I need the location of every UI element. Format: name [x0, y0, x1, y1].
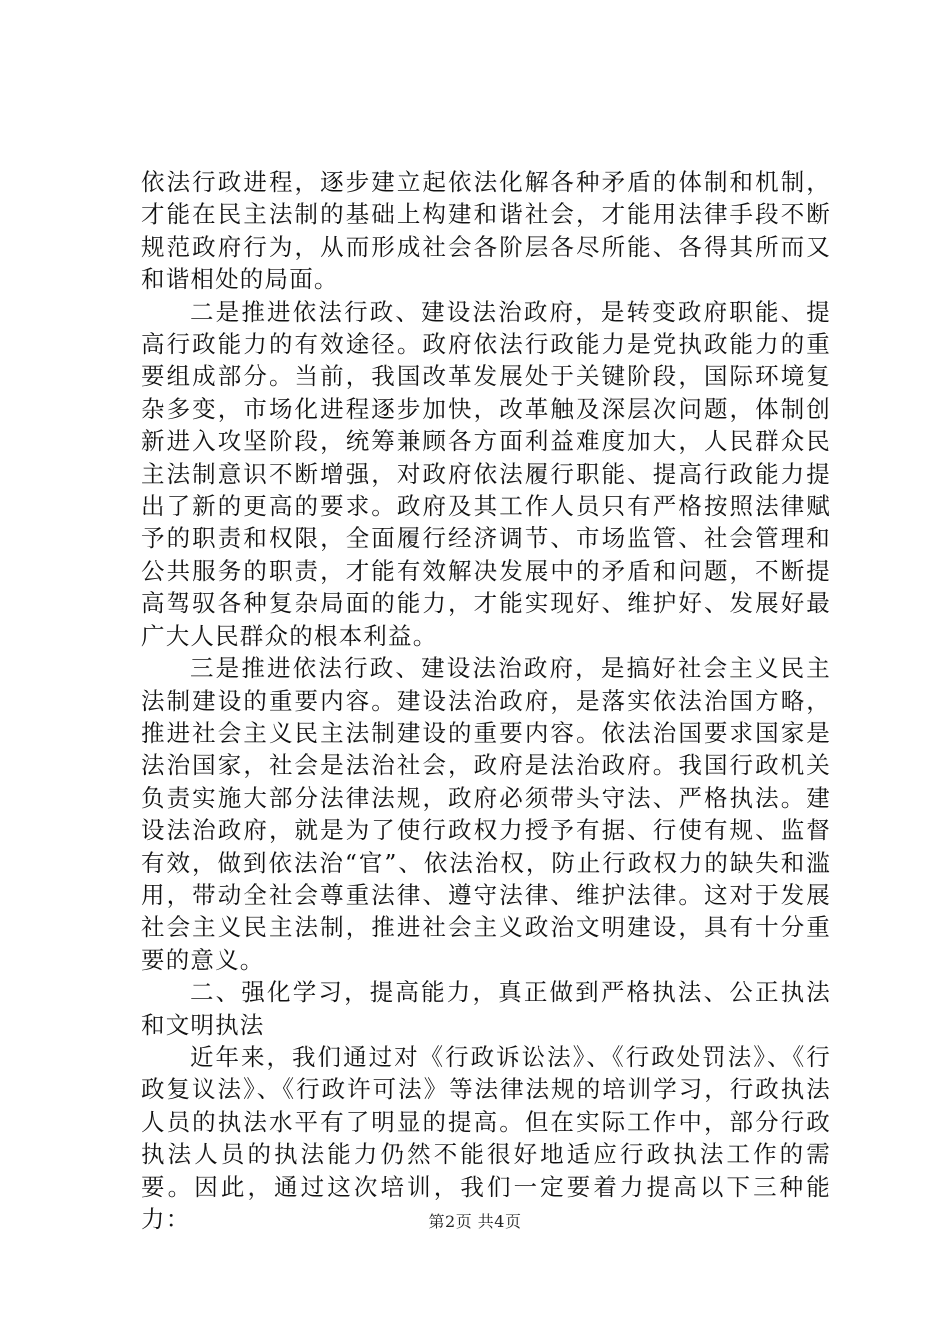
document-body [141, 166, 831, 1235]
paragraph-continuation: 依法行政进程，逐步建立起依法化解各种矛盾的体制和机制，才能在民主法制的基础上构建和谐社会，才能用法律手段不断规范政府行为，从而形成社会各阶层各尽所能、各得其所而又和谐相处的局面。 [141, 168, 831, 294]
paragraph-point-three: 三是推进依法行政、建设法治政府，是搞好社会主义民主法制建设的重要内容。建设法治政府，是落实依法治国方略，推进社会主义民主法制建设的重要内容。依法治国要求国家是法治国家，社会是法治社会，政府是法治政府。我国行政机关负责实施大部分法律法规，政府必须带头守法、严格执法。建设法治政府，就是为了使行政权力授予有据、行使有规、监督有效，做到依法治“官”、依法治权，防止行政权力的缺失和滥用，带动全社会尊重法律、遵守法律、维护法律。这对于发展社会主义民主法制，推进社会主义政治文明建设，具有十分重要的意义。 [141, 654, 831, 974]
paragraph-point-two: 二是推进依法行政、建设法治政府，是转变政府职能、提高行政能力的有效途径。政府依法行政能力是党执政能力的重要组成部分。当前，我国改革发展处于关键阶段，国际环境复杂多变，市场化进程逐步加快，改革触及深层次问题，体制创新进入攻坚阶段，统筹兼顾各方面利益难度加大，人民群众民主法制意识不断增强，对政府依法履行职能、提高行政能力提出了新的更高的要求。政府及其工作人员只有严格按照法律赋予的职责和权限，全面履行经济调节、市场监管、社会管理和公共服务的职责，才能有效解决发展中的矛盾和问题，不断提高驾驭各种复杂局面的能力，才能实现好、维护好、发展好最广大人民群众的根本利益。 [141, 297, 831, 650]
section-heading-two: 二、强化学习，提高能力，真正做到严格执法、公正执法和文明执法 [141, 978, 831, 1039]
paragraph-training-intro: 近年来，我们通过对《行政诉讼法》、《行政处罚法》、《行政复议法》、《行政许可法》等法律法规的培训学习，行政执法人员的执法水平有了明显的提高。但在实际工作中，部分行政执法人员的执法能力仍然不能很好地适应行政执法工作的需要。因此，通过这次培训，我们一定要着力提高以下三种能力： [141, 1042, 831, 1233]
page-number-footer: 第2页 共4页 [428, 1212, 522, 1231]
